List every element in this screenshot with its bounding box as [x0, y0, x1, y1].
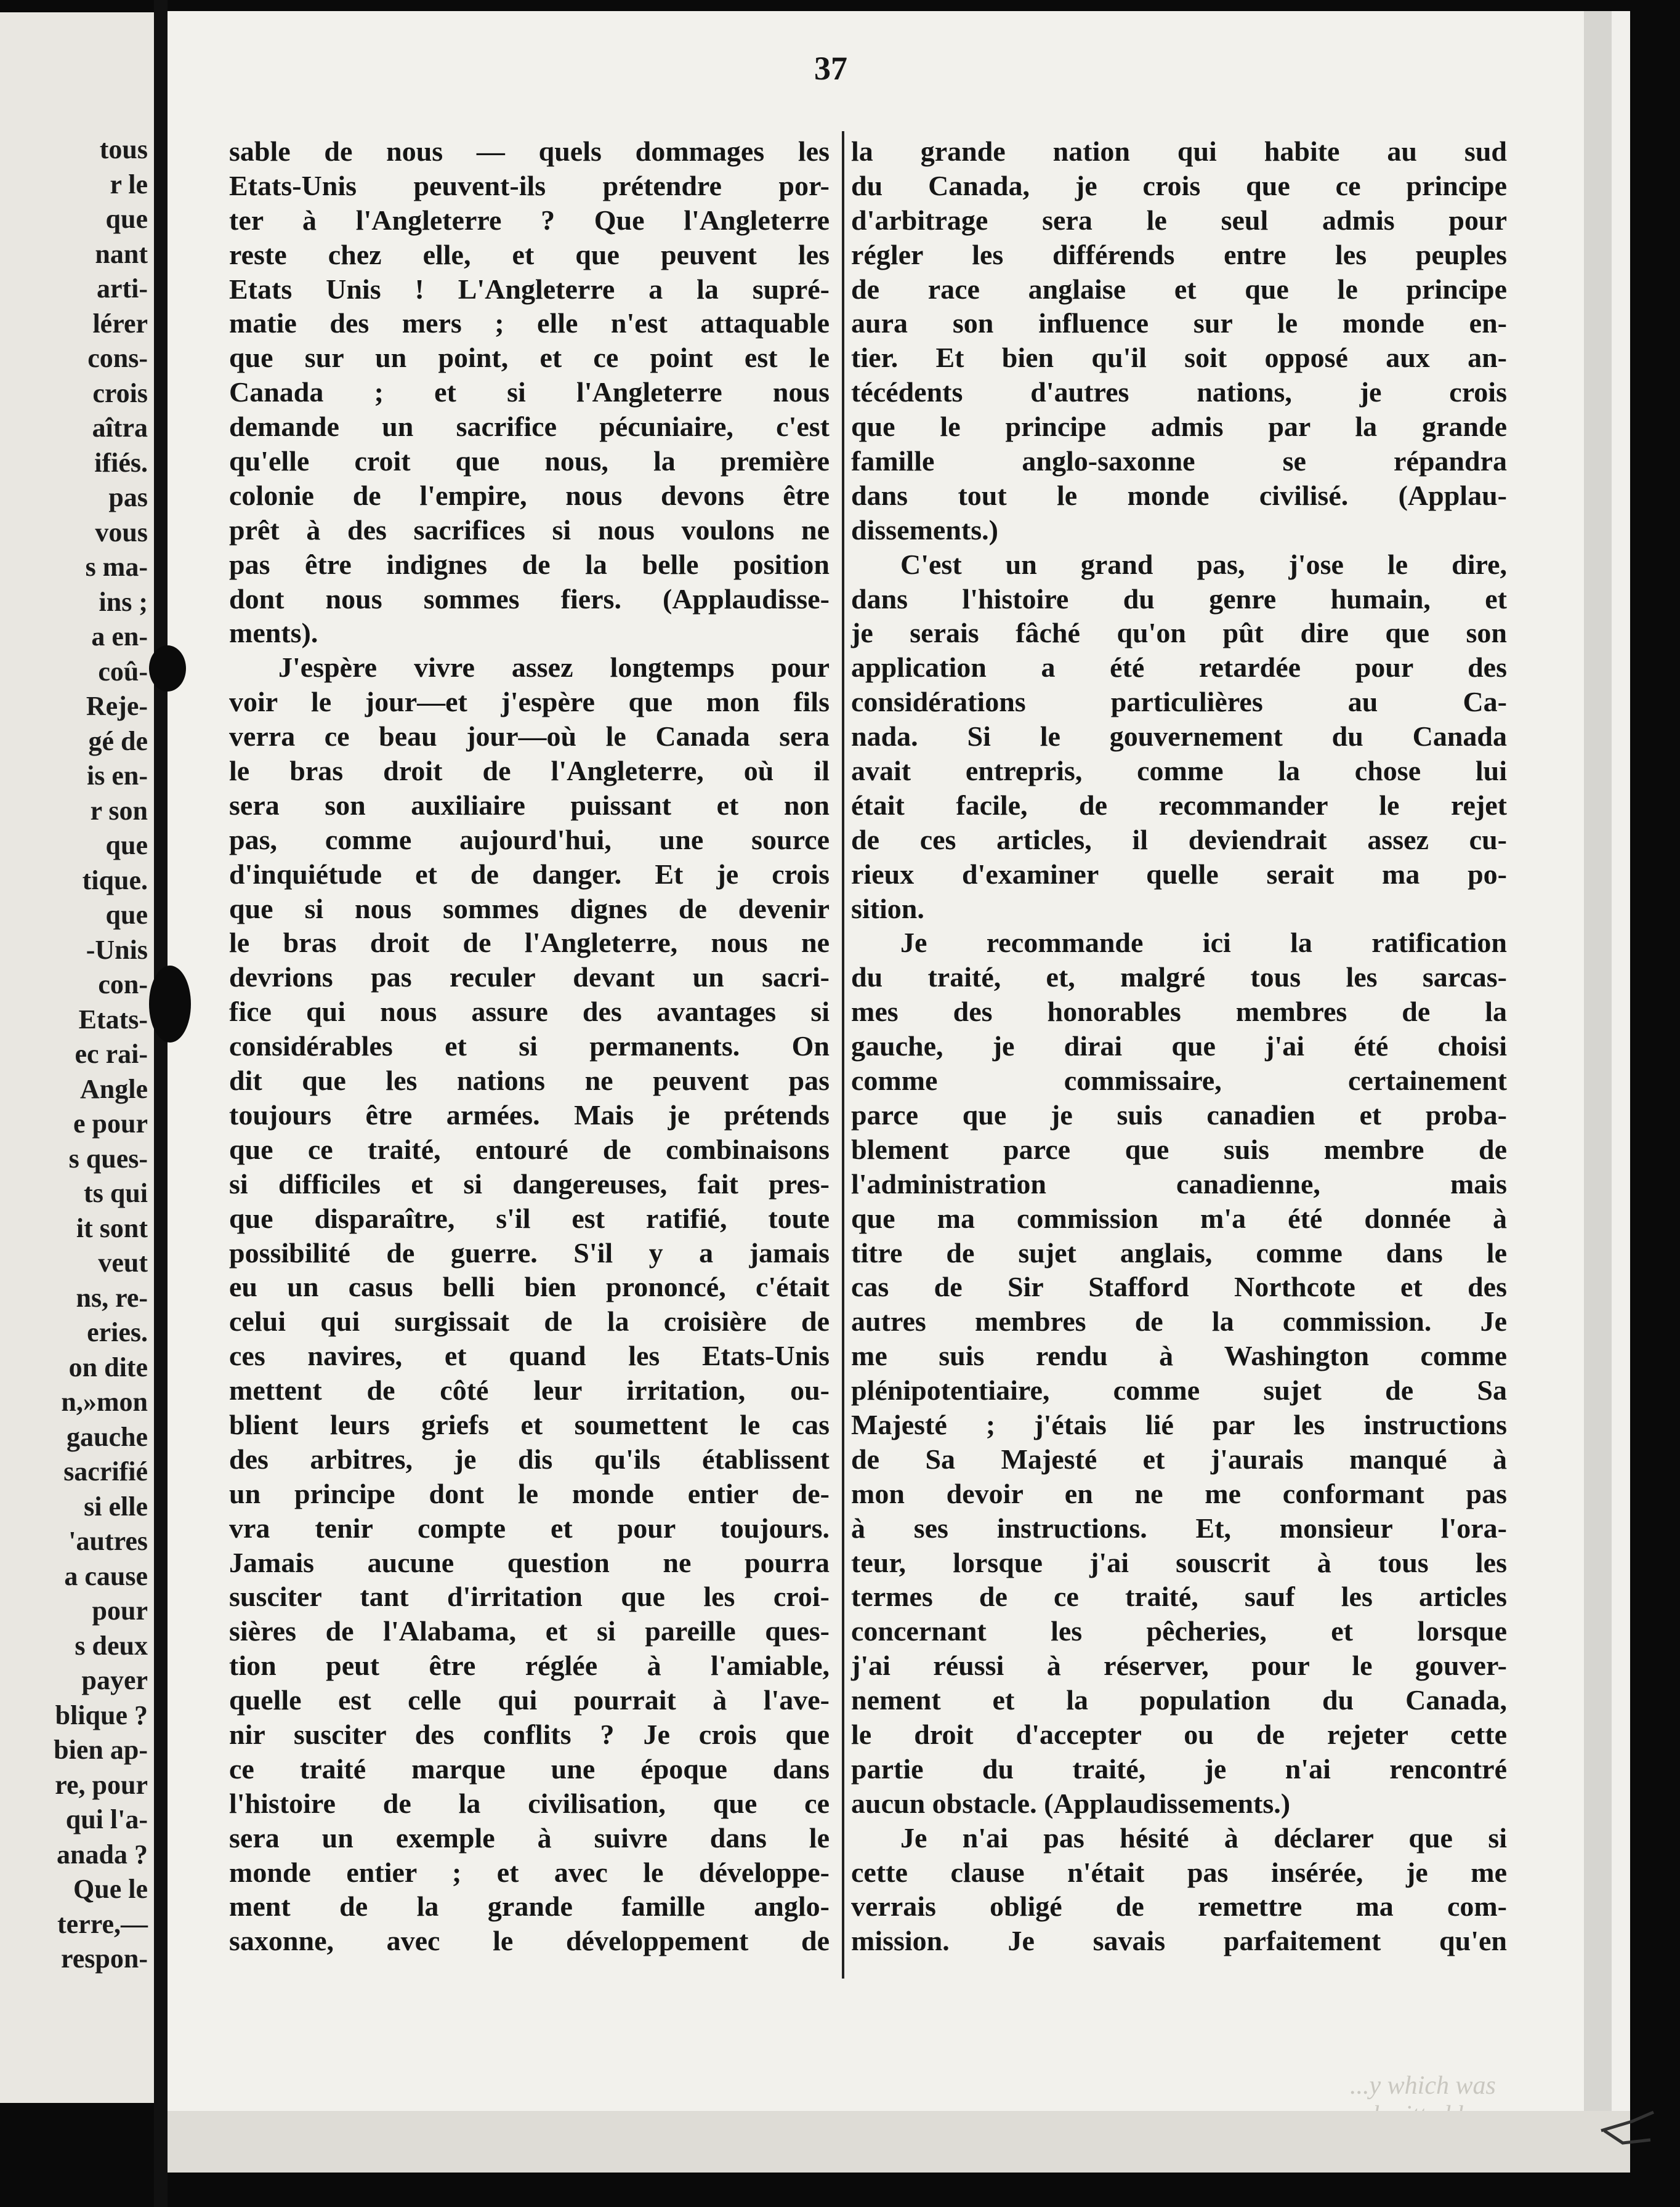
fragment-line: ifiés.	[94, 447, 148, 478]
text-line: dit que les nations ne peuvent pas	[229, 1065, 830, 1097]
text-line: titre de sujet anglais, comme dans le	[851, 1237, 1507, 1269]
text-line: sera un exemple à suivre dans le	[229, 1822, 830, 1854]
text-line: plénipotentiaire, comme sujet de Sa	[851, 1374, 1507, 1406]
fragment-line: ts qui	[84, 1178, 148, 1208]
fragment-line: blique ?	[55, 1700, 148, 1730]
text-line: dont nous sommes fiers. (Applaudisse-	[229, 583, 830, 615]
text-line: quelle est celle qui pourrait à l'ave-	[229, 1684, 830, 1716]
fragment-line: pour	[92, 1596, 148, 1626]
fragment-line: ns, re-	[76, 1282, 148, 1313]
text-line: Etats-Unis peuvent-ils prétendre por-	[229, 169, 830, 201]
text-line: d'inquiétude et de danger. Et je crois	[229, 858, 830, 890]
text-line: j'ai réussi à réserver, pour le gouver-	[851, 1650, 1507, 1682]
text-line: tier. Et bien qu'il soit opposé aux an-	[851, 342, 1507, 374]
text-line: Je n'ai pas hésité à déclarer que si	[900, 1822, 1507, 1854]
text-line: que sur un point, et ce point est le	[229, 342, 830, 374]
column-divider	[842, 131, 844, 1979]
right-text-column	[851, 134, 1507, 1958]
fragment-line: it sont	[76, 1212, 148, 1243]
text-line: ces navires, et quand les Etats-Unis	[229, 1340, 830, 1372]
fragment-line: gé de	[88, 725, 148, 756]
text-line: C'est un grand pas, j'ose le dire,	[900, 548, 1507, 580]
fragment-line: eries.	[87, 1317, 148, 1347]
text-line: saxonne, avec le développement de	[229, 1925, 830, 1957]
text-line: la grande nation qui habite au sud	[851, 135, 1507, 167]
fragment-line: gauche	[67, 1421, 148, 1452]
fragment-line: veut	[98, 1248, 148, 1278]
text-line: toujours être armées. Mais je prétends	[229, 1099, 830, 1131]
text-line: sera son auxiliaire puissant et non	[229, 789, 830, 821]
text-line: demande un sacrifice pécuniaire, c'est	[229, 411, 830, 443]
fragment-line: anada ?	[57, 1839, 148, 1870]
fragment-line: s ques-	[68, 1143, 148, 1174]
text-line: qu'elle croit que nous, la première	[229, 445, 830, 477]
text-line: partie du traité, je n'ai rencontré	[851, 1753, 1507, 1785]
text-line: dans tout le monde civilisé. (Applau-	[851, 479, 1507, 511]
fragment-line: vous	[95, 517, 148, 547]
text-line: le bras droit de l'Angleterre, où il	[229, 755, 830, 787]
fragment-line: sacrifié	[63, 1456, 148, 1487]
text-line: técédents d'autres nations, je crois	[851, 376, 1507, 408]
text-line: me suis rendu à Washington comme	[851, 1340, 1507, 1372]
text-line: verrais obligé de remettre ma com-	[851, 1890, 1507, 1923]
fragment-line: con-	[98, 969, 148, 999]
binding-hole-top	[149, 645, 186, 692]
page-shadow	[1584, 11, 1612, 2111]
bleed-through-text: ...y which was	[1350, 2072, 1496, 2100]
text-line: ce traité marque une époque dans	[229, 1753, 830, 1785]
text-line: sition.	[851, 892, 924, 924]
text-line: famille anglo-saxonne se répandra	[851, 445, 1507, 477]
fragment-line: nant	[95, 238, 148, 269]
text-line: le bras droit de l'Angleterre, nous ne	[229, 927, 830, 959]
left-text-column	[229, 134, 830, 1958]
fragment-line: Etats-	[78, 1004, 148, 1035]
fragment-line: tique.	[82, 865, 148, 895]
fragment-line: r son	[90, 795, 148, 826]
text-line: voir le jour—et j'espère que mon fils	[229, 686, 830, 718]
fragment-line: on dite	[68, 1352, 148, 1382]
text-line: que disparaître, s'il est ratifié, toute	[229, 1202, 830, 1234]
text-line: termes de ce traité, sauf les articles	[851, 1581, 1507, 1613]
text-line: rieux d'examiner quelle serait ma po-	[851, 858, 1507, 890]
text-line: concernant les pêcheries, et lorsque	[851, 1615, 1507, 1647]
text-line: que si nous sommes dignes de devenir	[229, 892, 830, 924]
text-line: ments).	[229, 617, 318, 649]
text-line: mettent de côté leur irritation, ou-	[229, 1374, 830, 1406]
fragment-line: bien ap-	[54, 1735, 148, 1765]
text-line: celui qui surgissait de la croisière de	[229, 1305, 830, 1338]
previous-page-fragment	[0, 12, 154, 2103]
text-line: le droit d'accepter ou de rejeter cette	[851, 1718, 1507, 1750]
text-line: ment de la grande famille anglo-	[229, 1890, 830, 1923]
text-line: prêt à des sacrifices si nous voulons ne	[229, 514, 830, 546]
fragment-line: n,»mon	[61, 1387, 148, 1417]
text-line: blient leurs griefs et soumettent le cas	[229, 1408, 830, 1440]
text-line: dans l'histoire du genre humain, et	[851, 583, 1507, 615]
text-line: comme commissaire, certainement	[851, 1065, 1507, 1097]
text-line: colonie de l'empire, nous devons être	[229, 479, 830, 511]
text-line: Canada ; et si l'Angleterre nous	[229, 376, 830, 408]
fragment-line: a cause	[64, 1560, 148, 1591]
page-edge	[1612, 11, 1630, 2111]
fragment-line: que	[105, 830, 148, 860]
text-line: autres membres de la commission. Je	[851, 1305, 1507, 1338]
fragment-line: arti-	[96, 273, 148, 304]
text-line: aura son influence sur le monde en-	[851, 307, 1507, 339]
binding-gutter	[154, 0, 168, 2207]
text-line: considérables et si permanents. On	[229, 1030, 830, 1062]
text-line: mission. Je savais parfaitement qu'en	[851, 1925, 1507, 1957]
text-line: Je recommande ici la ratification	[900, 927, 1507, 959]
text-line: que le principe admis par la grande	[851, 411, 1507, 443]
text-line: je serais fâché qu'on pût dire que son	[851, 617, 1507, 649]
text-line: eu un casus belli bien prononcé, c'était	[229, 1271, 830, 1303]
text-line: blement parce que suis membre de	[851, 1133, 1507, 1165]
text-line: régler les différends entre les peuples	[851, 238, 1507, 270]
text-line: que ma commission m'a été donnée à	[851, 1202, 1507, 1234]
page-number: 37	[814, 50, 847, 87]
fragment-line: aîtra	[92, 413, 148, 443]
text-line: que ce traité, entouré de combinaisons	[229, 1133, 830, 1165]
text-line: pas, comme aujourd'hui, une source	[229, 823, 830, 855]
text-line: considérations particulières au Ca-	[851, 686, 1507, 718]
text-line: Etats Unis ! L'Angleterre a la supré-	[229, 273, 830, 305]
fragment-line: e pour	[73, 1108, 148, 1139]
fragment-line: si elle	[84, 1491, 148, 1522]
text-line: teur, lorsque j'ai souscrit à tous les	[851, 1546, 1507, 1578]
text-line: dissements.)	[851, 514, 998, 546]
text-line: matie des mers ; elle n'est attaquable	[229, 307, 830, 339]
text-line: d'arbitrage sera le seul admis pour	[851, 204, 1507, 236]
text-line: nement et la population du Canada,	[851, 1684, 1507, 1716]
text-line: reste chez elle, et que peuvent les	[229, 238, 830, 270]
text-line: tion peut être réglée à l'amiable,	[229, 1650, 830, 1682]
document-page	[168, 11, 1584, 2111]
page-bottom-margin	[168, 2111, 1630, 2173]
fragment-line: crois	[92, 377, 148, 408]
text-line: aucun obstacle. (Applaudissements.)	[851, 1787, 1291, 1819]
text-line: fice qui nous assure des avantages si	[229, 996, 830, 1028]
fragment-line: terre,—	[57, 1908, 148, 1939]
fragment-line: r le	[110, 169, 148, 200]
fragment-line: lérer	[92, 308, 148, 339]
text-line: Jamais aucune question ne pourra	[229, 1546, 830, 1578]
fragment-line: is en-	[87, 761, 148, 791]
text-line: application a été retardée pour des	[851, 652, 1507, 684]
text-line: J'espère vivre assez longtemps pour	[278, 652, 830, 684]
text-line: cette clause n'était pas insérée, je me	[851, 1856, 1507, 1888]
previous-page-text	[0, 132, 148, 1977]
fragment-line: Angle	[80, 1073, 148, 1104]
text-line: devrions pas reculer devant un sacri-	[229, 961, 830, 993]
fragment-line: re, pour	[55, 1769, 148, 1800]
text-line: possibilité de guerre. S'il y a jamais	[229, 1237, 830, 1269]
text-line: susciter tant d'irritation que les croi-	[229, 1581, 830, 1613]
fragment-line: Reje-	[86, 691, 148, 721]
text-line: parce que je suis canadien et proba-	[851, 1099, 1507, 1131]
text-line: Majesté ; j'étais lié par les instructions	[851, 1408, 1507, 1440]
text-line: du Canada, je crois que ce principe	[851, 169, 1507, 201]
text-line: un principe dont le monde entier de-	[229, 1477, 830, 1509]
fragment-line: coû-	[98, 656, 148, 687]
text-line: l'administration canadienne, mais	[851, 1168, 1507, 1200]
text-line: gauche, je dirai que j'ai été choisi	[851, 1030, 1507, 1062]
fragment-line: payer	[81, 1665, 148, 1695]
fragment-line: que	[105, 204, 148, 234]
text-line: vra tenir compte et pour toujours.	[229, 1512, 830, 1544]
fragment-line: 'autres	[68, 1526, 148, 1556]
text-line: mon devoir en ne me conformant pas	[851, 1477, 1507, 1509]
text-line: était facile, de recommander le rejet	[851, 789, 1507, 821]
text-line: verra ce beau jour—où le Canada sera	[229, 720, 830, 752]
text-line: ter à l'Angleterre ? Que l'Angleterre	[229, 204, 830, 236]
text-line: monde entier ; et avec le développe-	[229, 1856, 830, 1888]
fragment-line: pas	[108, 482, 148, 512]
text-line: sable de nous — quels dommages les	[229, 135, 830, 167]
fragment-line: tous	[99, 134, 148, 164]
fragment-line: ins ;	[99, 586, 148, 617]
binding-hole-bottom	[149, 966, 191, 1043]
text-line: si difficiles et si dangereuses, fait pres-	[229, 1168, 830, 1200]
text-line: de ces articles, il deviendrait assez cu-	[851, 823, 1507, 855]
fragment-line: ec rai-	[75, 1039, 148, 1069]
text-line: de Sa Majesté et j'aurais manqué à	[851, 1443, 1507, 1475]
text-line: nir susciter des conflits ? Je crois que	[229, 1718, 830, 1750]
fragment-line: s deux	[75, 1630, 148, 1661]
fragment-line: que	[105, 900, 148, 930]
fragment-line: qui l'a-	[65, 1804, 148, 1834]
text-line: du traité, et, malgré tous les sarcas-	[851, 961, 1507, 993]
fragment-line: a en-	[91, 621, 148, 652]
fragment-line: s ma-	[85, 552, 148, 582]
fragment-line: -Unis	[86, 934, 148, 965]
fragment-line: respon-	[61, 1943, 148, 1974]
fragment-line: Que le	[73, 1874, 148, 1904]
text-line: nada. Si le gouvernement du Canada	[851, 720, 1507, 752]
text-line: sières de l'Alabama, et si pareille ques-	[229, 1615, 830, 1647]
text-line: l'histoire de la civilisation, que ce	[229, 1787, 830, 1819]
text-line: mes des honorables membres de la	[851, 996, 1507, 1028]
fragment-line: cons-	[87, 343, 148, 373]
text-line: cas de Sir Stafford Northcote et des	[851, 1271, 1507, 1303]
text-line: de race anglaise et que le principe	[851, 273, 1507, 305]
text-line: avait entrepris, comme la chose lui	[851, 755, 1507, 787]
text-line: pas être indignes de la belle position	[229, 548, 830, 580]
text-line: des arbitres, je dis qu'ils établissent	[229, 1443, 830, 1475]
text-line: à ses instructions. Et, monsieur l'ora-	[851, 1512, 1507, 1544]
corner-mark	[1595, 2109, 1657, 2146]
